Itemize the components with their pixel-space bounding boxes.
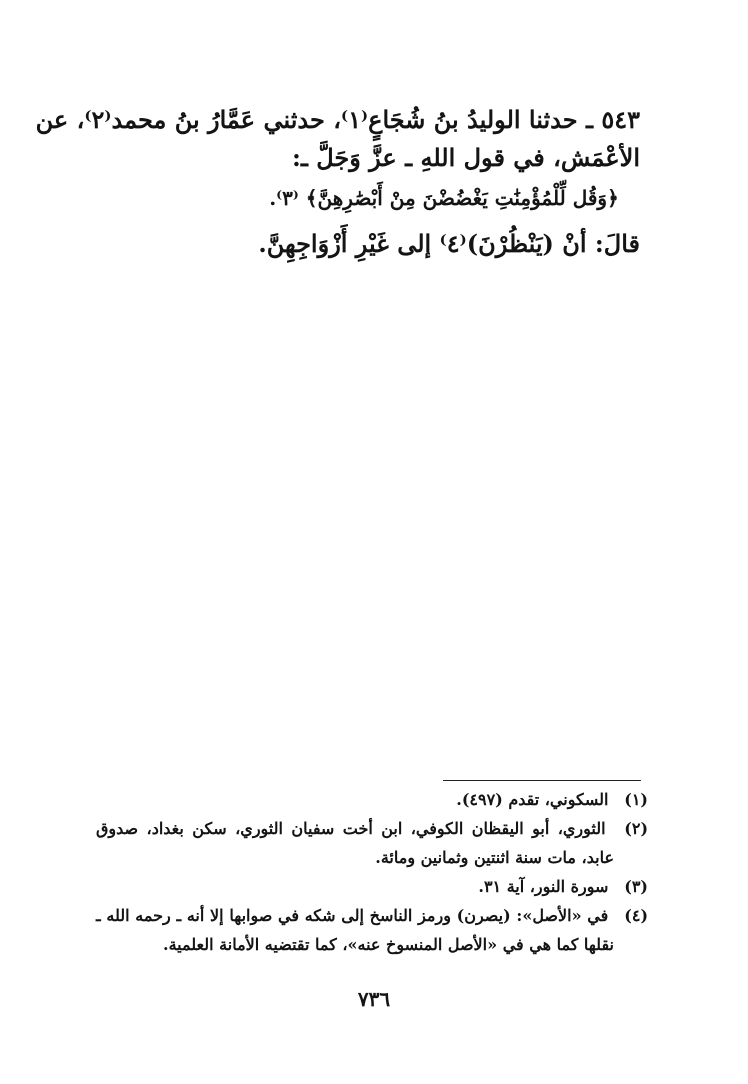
footnote-4-continuation: نقلها كما هي في «الأصل المنسوخ عنه»، كما تقتضيه الأمانة العلمية.: [163, 935, 614, 954]
footnote-1: [96, 785, 648, 814]
footnote-2: [96, 814, 648, 843]
footnote-number: (١): [624, 790, 648, 809]
footnote-number: (٤): [624, 906, 649, 925]
footnote-4: [96, 901, 648, 930]
hadith-line-4: قالَ: أنْ (يَنْظُرْنَ)⁽٤⁾ إلى غَيْرِ أَزْوَاجِهِنَّ.: [258, 229, 640, 258]
footnote-text: السكوني، تقدم (٤٩٧).: [456, 790, 609, 809]
footnote-number: (٣): [624, 877, 648, 896]
hadith-text: [35, 103, 640, 261]
hadith-line-2: الأعْمَش، في قول اللهِ ـ عزَّ وَجَلَّ ـ:: [291, 143, 640, 172]
footnote-text: في «الأصل»: (يصرن) ورمز الناسخ إلى شكه في صوابها إلا أنه ـ رحمه الله ـ: [96, 906, 609, 925]
hadith-line-1: ٥٤٣ ـ حدثنا الوليدُ بنُ شُجَاعٍ⁽١⁾، حدثني عَمَّارُ بنُ محمد⁽٢⁾، عن: [35, 105, 640, 134]
footnote-separator: [443, 780, 641, 781]
footnote-text: الثوري، أبو اليقظان الكوفي، ابن أخت سفيان الثوري، سكن بغداد، صدوق: [96, 819, 606, 838]
quran-verse: ﴿وَقُل لِّلْمُؤْمِنَٰتِ يَغْضُضْنَ مِنْ أَبْصَٰرِهِنَّ﴾ ⁽٣⁾.: [269, 186, 619, 210]
footnote-3: [96, 872, 648, 901]
page-number: ٧٣٦: [357, 987, 391, 1011]
footnotes: [96, 785, 648, 959]
footnote-text: سورة النور، آية ٣١.: [478, 877, 609, 896]
footnote-2-continuation: عابد، مات سنة اثنتين وثمانين ومائة.: [375, 848, 614, 867]
footnote-number: (٢): [624, 819, 649, 838]
